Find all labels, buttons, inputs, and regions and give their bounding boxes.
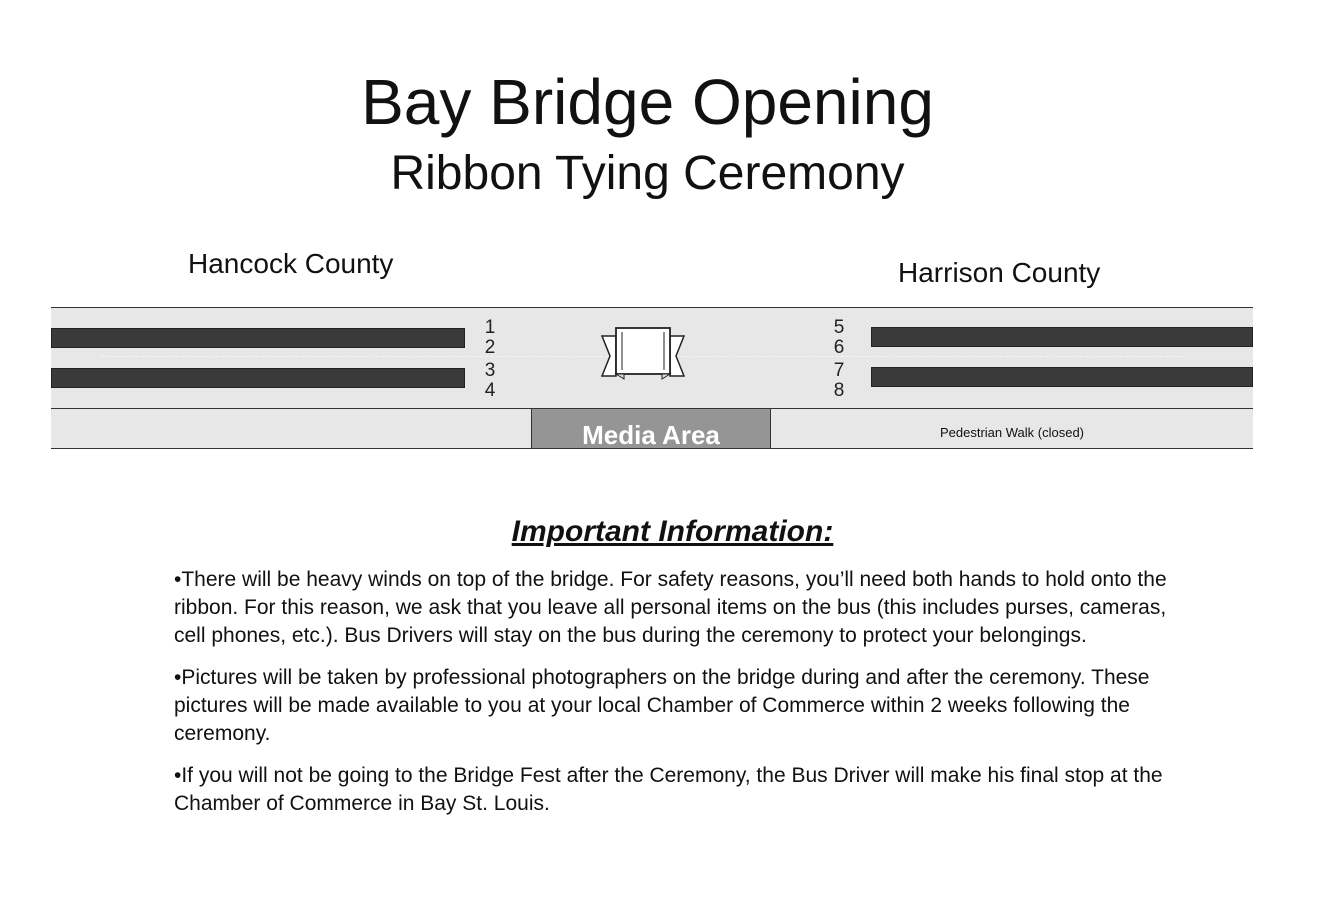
page-title: Bay Bridge Opening (361, 66, 934, 138)
ribbon-banner-icon (600, 322, 686, 382)
position-number: 5 (833, 317, 845, 338)
info-bullet: •Pictures will be taken by professional photographers on the bridge during and after the ceremony. These pictures will be made available to you at your local Chamber of Commerce within 2 weeks following the ceremony. (174, 666, 1150, 745)
media-area: Media Area (531, 409, 771, 448)
info-list (174, 566, 1184, 832)
important-info-heading: Important Information: (511, 515, 834, 548)
position-number: 1 (484, 317, 496, 338)
position-number: 2 (484, 337, 496, 358)
info-bullet: •There will be heavy winds on top of the bridge. For safety reasons, you’ll need both hands to hold onto the ribbon. For this reason, we ask that you leave all personal items on the bus (this includes purses, cameras, cell phones, etc.). Bus Drivers will stay on the bus during the ceremony to protect your belongings. (174, 568, 1167, 647)
position-number: 7 (833, 360, 845, 381)
left-lane-upper (51, 328, 465, 348)
right-lane-lower (871, 367, 1253, 387)
page-subtitle: Ribbon Tying Ceremony (390, 147, 905, 200)
bridge-diagram (51, 307, 1253, 449)
left-lane-lower (51, 368, 465, 388)
position-number: 6 (833, 337, 845, 358)
position-number: 8 (833, 380, 845, 401)
hancock-county-label: Hancock County (188, 248, 394, 279)
position-number: 4 (484, 380, 496, 401)
right-lane-upper (871, 327, 1253, 347)
info-bullet: •If you will not be going to the Bridge Fest after the Ceremony, the Bus Driver will make his final stop at the Chamber of Commerce in Bay St. Louis. (174, 764, 1163, 815)
harrison-county-label: Harrison County (898, 257, 1101, 288)
pedestrian-walk: Pedestrian Walk (closed) (939, 425, 1084, 440)
position-number: 3 (484, 360, 496, 381)
